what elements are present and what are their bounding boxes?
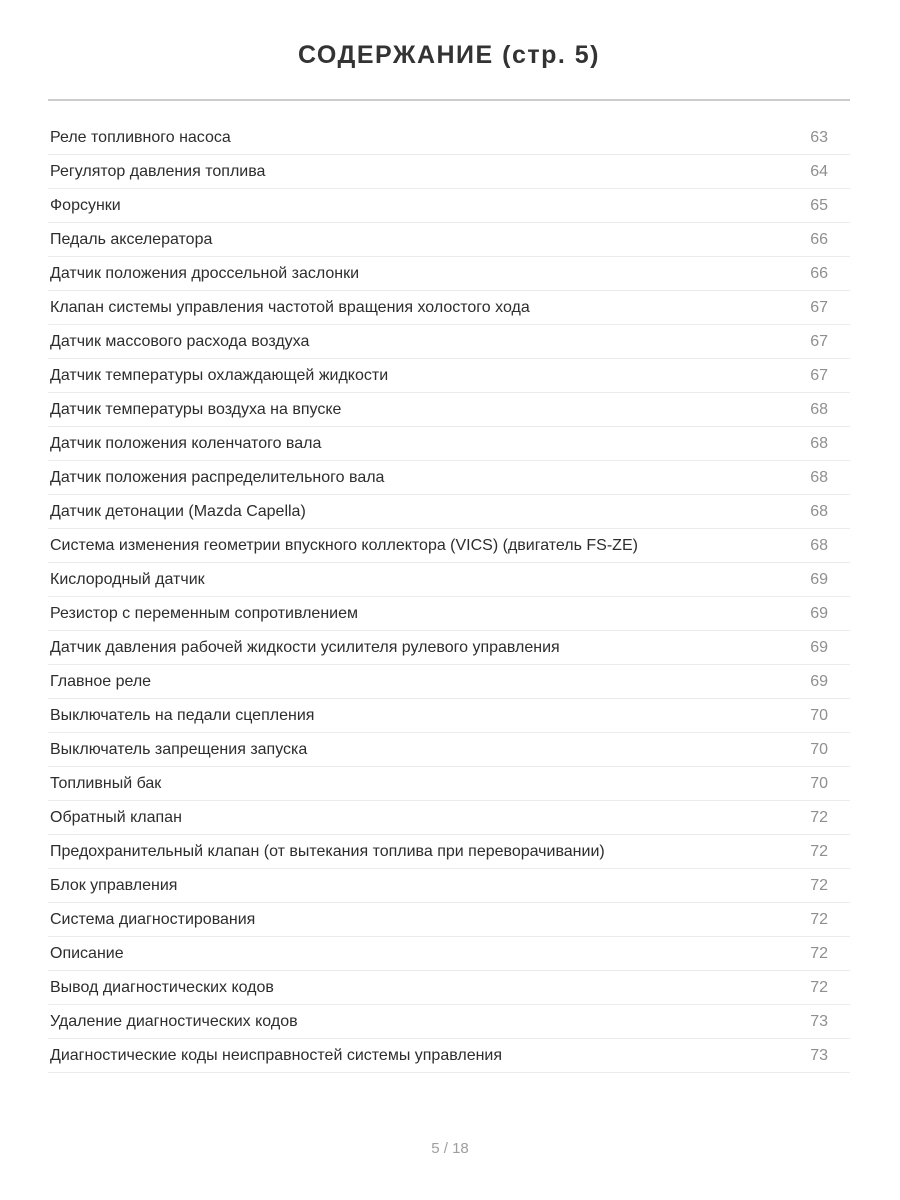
toc-entry-page: 69 [810, 604, 828, 622]
toc-list [48, 121, 850, 1073]
toc-entry-page: 72 [810, 876, 828, 894]
toc-entry [48, 189, 850, 223]
toc-entry-label: Регулятор давления топлива [50, 162, 266, 180]
toc-entry-page: 69 [810, 672, 828, 690]
toc-entry [48, 359, 850, 393]
toc-entry [48, 971, 850, 1005]
toc-entry [48, 903, 850, 937]
toc-entry-label: Блок управления [50, 876, 178, 894]
toc-entry-page: 72 [810, 842, 828, 860]
toc-entry-page: 72 [810, 944, 828, 962]
toc-entry-label: Топливный бак [50, 774, 162, 792]
toc-entry [48, 733, 850, 767]
toc-entry [48, 699, 850, 733]
toc-entry [48, 461, 850, 495]
toc-entry [48, 937, 850, 971]
toc-entry-page: 68 [810, 536, 828, 554]
toc-entry-page: 69 [810, 638, 828, 656]
toc-entry-page: 66 [810, 230, 828, 248]
toc-entry-label: Обратный клапан [50, 808, 182, 826]
toc-entry [48, 529, 850, 563]
toc-entry-label: Датчик положения коленчатого вала [50, 434, 322, 452]
toc-entry [48, 155, 850, 189]
toc-entry [48, 563, 850, 597]
toc-entry-label: Система изменения геометрии впускного коллектора (VICS) (двигатель FS-ZE) [50, 536, 638, 554]
toc-entry [48, 835, 850, 869]
toc-entry-label: Система диагностирования [50, 910, 256, 928]
toc-entry-label: Резистор с переменным сопротивлением [50, 604, 358, 622]
toc-entry-label: Датчик температуры охлаждающей жидкости [50, 366, 389, 384]
toc-entry-label: Предохранительный клапан (от вытекания топлива при переворачивании) [50, 842, 605, 860]
toc-entry-page: 68 [810, 502, 828, 520]
toc-entry-page: 70 [810, 706, 828, 724]
toc-entry [48, 393, 850, 427]
toc-entry-label: Форсунки [50, 196, 121, 214]
toc-entry-page: 73 [810, 1046, 828, 1064]
toc-entry-page: 70 [810, 740, 828, 758]
toc-entry [48, 427, 850, 461]
toc-entry-label: Датчик положения дроссельной заслонки [50, 264, 360, 282]
toc-entry-label: Описание [50, 944, 124, 962]
toc-entry-label: Датчик детонации (Mazda Capella) [50, 502, 306, 520]
toc-entry [48, 869, 850, 903]
toc-entry [48, 495, 850, 529]
toc-entry-page: 63 [810, 128, 828, 146]
toc-entry-page: 72 [810, 808, 828, 826]
toc-entry-page: 68 [810, 400, 828, 418]
toc-entry-page: 67 [810, 366, 828, 384]
toc-entry [48, 223, 850, 257]
page-title: СОДЕРЖАНИЕ (стр. 5) [297, 41, 601, 69]
toc-entry [48, 1039, 850, 1073]
toc-entry-page: 67 [810, 298, 828, 316]
toc-entry-label: Главное реле [50, 672, 152, 690]
toc-entry-label: Выключатель запрещения запуска [50, 740, 308, 758]
toc-entry [48, 631, 850, 665]
toc-entry-page: 68 [810, 434, 828, 452]
toc-entry-page: 72 [810, 978, 828, 996]
toc-entry-label: Выключатель на педали сцепления [50, 706, 315, 724]
toc-entry [48, 665, 850, 699]
toc-entry [48, 801, 850, 835]
toc-entry [48, 121, 850, 155]
toc-entry-page: 66 [810, 264, 828, 282]
toc-entry-page: 64 [810, 162, 828, 180]
toc-entry-label: Вывод диагностических кодов [50, 978, 274, 996]
toc-entry [48, 1005, 850, 1039]
toc-entry-label: Датчик массового расхода воздуха [50, 332, 310, 350]
toc-entry [48, 257, 850, 291]
toc-entry-page: 70 [810, 774, 828, 792]
toc-entry-label: Педаль акселератора [50, 230, 213, 248]
header-rule [48, 99, 850, 101]
toc-entry-page: 68 [810, 468, 828, 486]
toc-entry-label: Диагностические коды неисправностей системы управления [50, 1046, 503, 1064]
toc-entry-label: Датчик положения распределительного вала [50, 468, 385, 486]
toc-entry-page: 67 [810, 332, 828, 350]
toc-entry [48, 767, 850, 801]
toc-entry-label: Клапан системы управления частотой вращения холостого хода [50, 298, 530, 316]
toc-entry-label: Кислородный датчик [50, 570, 205, 588]
toc-entry [48, 325, 850, 359]
toc-entry-page: 72 [810, 910, 828, 928]
toc-entry-label: Удаление диагностических кодов [50, 1012, 298, 1030]
toc-entry [48, 597, 850, 631]
toc-entry-label: Датчик температуры воздуха на впуске [50, 400, 342, 418]
toc-entry-page: 65 [810, 196, 828, 214]
toc-entry-page: 73 [810, 1012, 828, 1030]
page-indicator: 5 / 18 [431, 1140, 469, 1157]
toc-entry-label: Реле топливного насоса [50, 128, 231, 146]
toc-entry [48, 291, 850, 325]
toc-entry-page: 69 [810, 570, 828, 588]
toc-entry-label: Датчик давления рабочей жидкости усилителя рулевого управления [50, 638, 560, 656]
